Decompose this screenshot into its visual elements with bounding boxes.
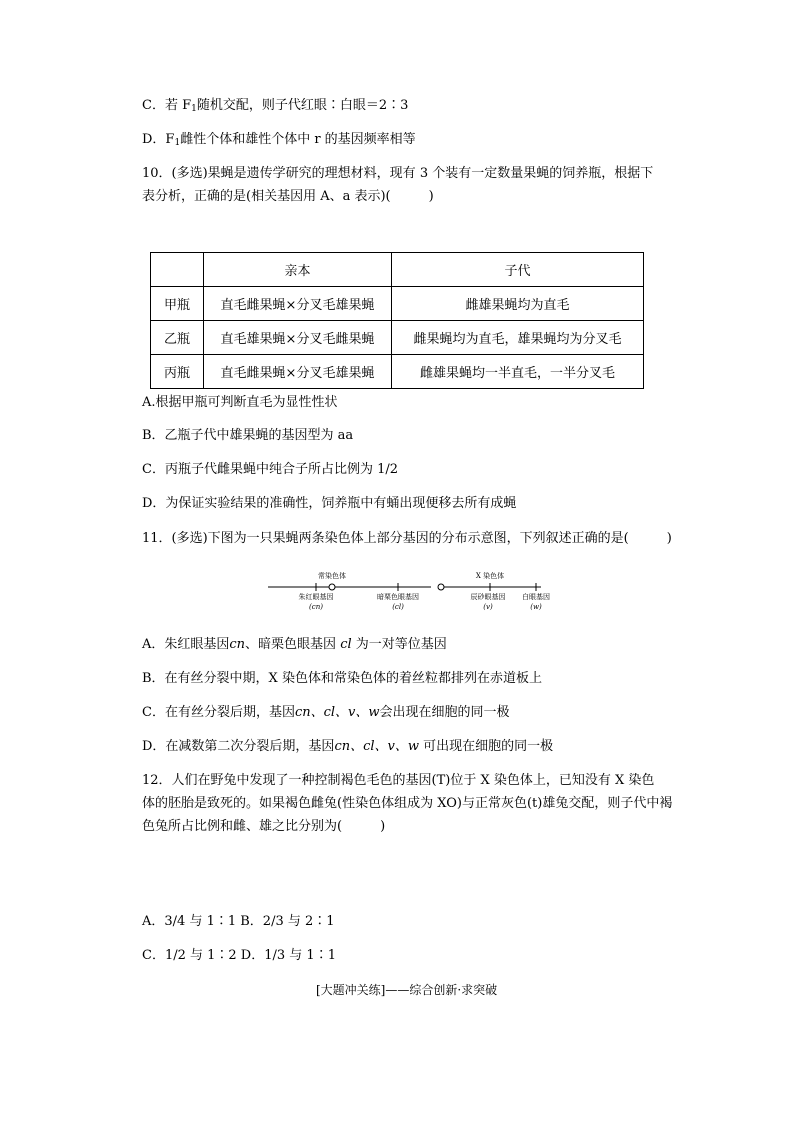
q10-stem-line2: 表分析，正确的是(相关基因用 A、a 表示)( ) — [142, 189, 434, 204]
q12-options-ab: A．3/4 与 1∶1 B．2/3 与 2∶1 — [142, 914, 335, 929]
gene-name-cl: 暗栗色眼基因 — [377, 593, 419, 601]
q9-option-d: D．$F_1$雌性个体和雄性个体中 r 的基因频率相等 — [142, 132, 416, 148]
gene-symbol-v: (v) — [483, 603, 493, 611]
table-row — [151, 355, 644, 389]
gene-name-w: 白眼基因 — [522, 593, 550, 601]
table-header-row — [151, 253, 644, 287]
table-cell — [151, 253, 204, 287]
gene-symbol-cn: (cn) — [309, 603, 323, 611]
q12-options-cd: C．1/2 与 1∶2 D．1/3 与 1∶1 — [142, 948, 336, 963]
table-cell: 雌雄果蝇均一半直毛，一半分叉毛 — [392, 355, 644, 389]
table-cell: 雌雄果蝇均为直毛 — [392, 287, 644, 321]
table-cell: 子代 — [392, 253, 644, 287]
q9-option-c: C．若 $F_1$随机交配，则子代红眼∶白眼＝2∶3 — [142, 98, 409, 114]
section-footer: [大题冲关练]——综合创新·求突破 — [316, 983, 498, 997]
table-cell: 直毛雌果蝇×分叉毛雄果蝇 — [204, 355, 392, 389]
x-chromosome-label: X 染色体 — [475, 572, 505, 580]
q11-option-a: A．朱红眼基因cn、暗栗色眼基因 cl 为一对等位基因 — [142, 637, 447, 652]
autosome-label: 常染色体 — [318, 572, 346, 580]
q10-option-a: A.根据甲瓶可判断直毛为显性性状 — [142, 395, 338, 410]
q10-option-d: D．为保证实验结果的准确性，饲养瓶中有蛹出现便移去所有成蝇 — [142, 496, 517, 511]
table-cell: 直毛雄果蝇×分叉毛雌果蝇 — [204, 321, 392, 355]
x-centromere — [438, 584, 444, 590]
table-cell: 乙瓶 — [151, 321, 204, 355]
chromosome-diagram — [266, 566, 566, 616]
q12-stem-line3: 色兔所占比例和雌、雄之比分别为( ) — [142, 819, 386, 834]
q11-option-c: C．在有丝分裂后期，基因cn、cl、v、w会出现在细胞的同一极 — [142, 705, 510, 720]
gene-name-v: 辰砂眼基因 — [470, 593, 506, 601]
gene-symbol-w: (w) — [530, 603, 542, 611]
q10-option-c: C．丙瓶子代雌果蝇中纯合子所占比例为 1/2 — [142, 462, 399, 477]
q11-option-b: B．在有丝分裂中期，X 染色体和常染色体的着丝粒都排列在赤道板上 — [142, 671, 542, 686]
table-cell: 亲本 — [204, 253, 392, 287]
q11-option-d: D．在减数第二次分裂后期，基因cn、cl、v、w 可出现在细胞的同一极 — [142, 739, 554, 754]
q11-stem: 11．(多选)下图为一只果蝇两条染色体上部分基因的分布示意图，下列叙述正确的是( ) — [142, 531, 672, 546]
q10-stem-line1: 10．(多选)果蝇是遗传学研究的理想材料，现有 3 个装有一定数量果蝇的饲养瓶，根据下 — [142, 166, 654, 181]
q10-table — [150, 252, 644, 389]
table-cell: 直毛雌果蝇×分叉毛雄果蝇 — [204, 287, 392, 321]
table-cell: 甲瓶 — [151, 287, 204, 321]
table-cell: 雌果蝇均为直毛，雄果蝇均为分叉毛 — [392, 321, 644, 355]
gene-name-cn: 朱红眼基因 — [298, 593, 334, 601]
table-cell: 丙瓶 — [151, 355, 204, 389]
q12-stem-line2: 体的胚胎是致死的。如果褐色雌兔(性染色体组成为 XO)与正常灰色(t)雄兔交配，则子代中褐 — [142, 796, 673, 811]
q12-stem-line1: 12．人们在野兔中发现了一种控制褐色毛色的基因(T)位于 X 染色体上，已知没有 X 染色 — [142, 773, 655, 788]
autosome-centromere — [329, 584, 335, 590]
table-row — [151, 321, 644, 355]
gene-symbol-cl: (cl) — [392, 603, 404, 611]
q10-option-b: B．乙瓶子代中雄果蝇的基因型为 aa — [142, 428, 354, 443]
table-row — [151, 287, 644, 321]
